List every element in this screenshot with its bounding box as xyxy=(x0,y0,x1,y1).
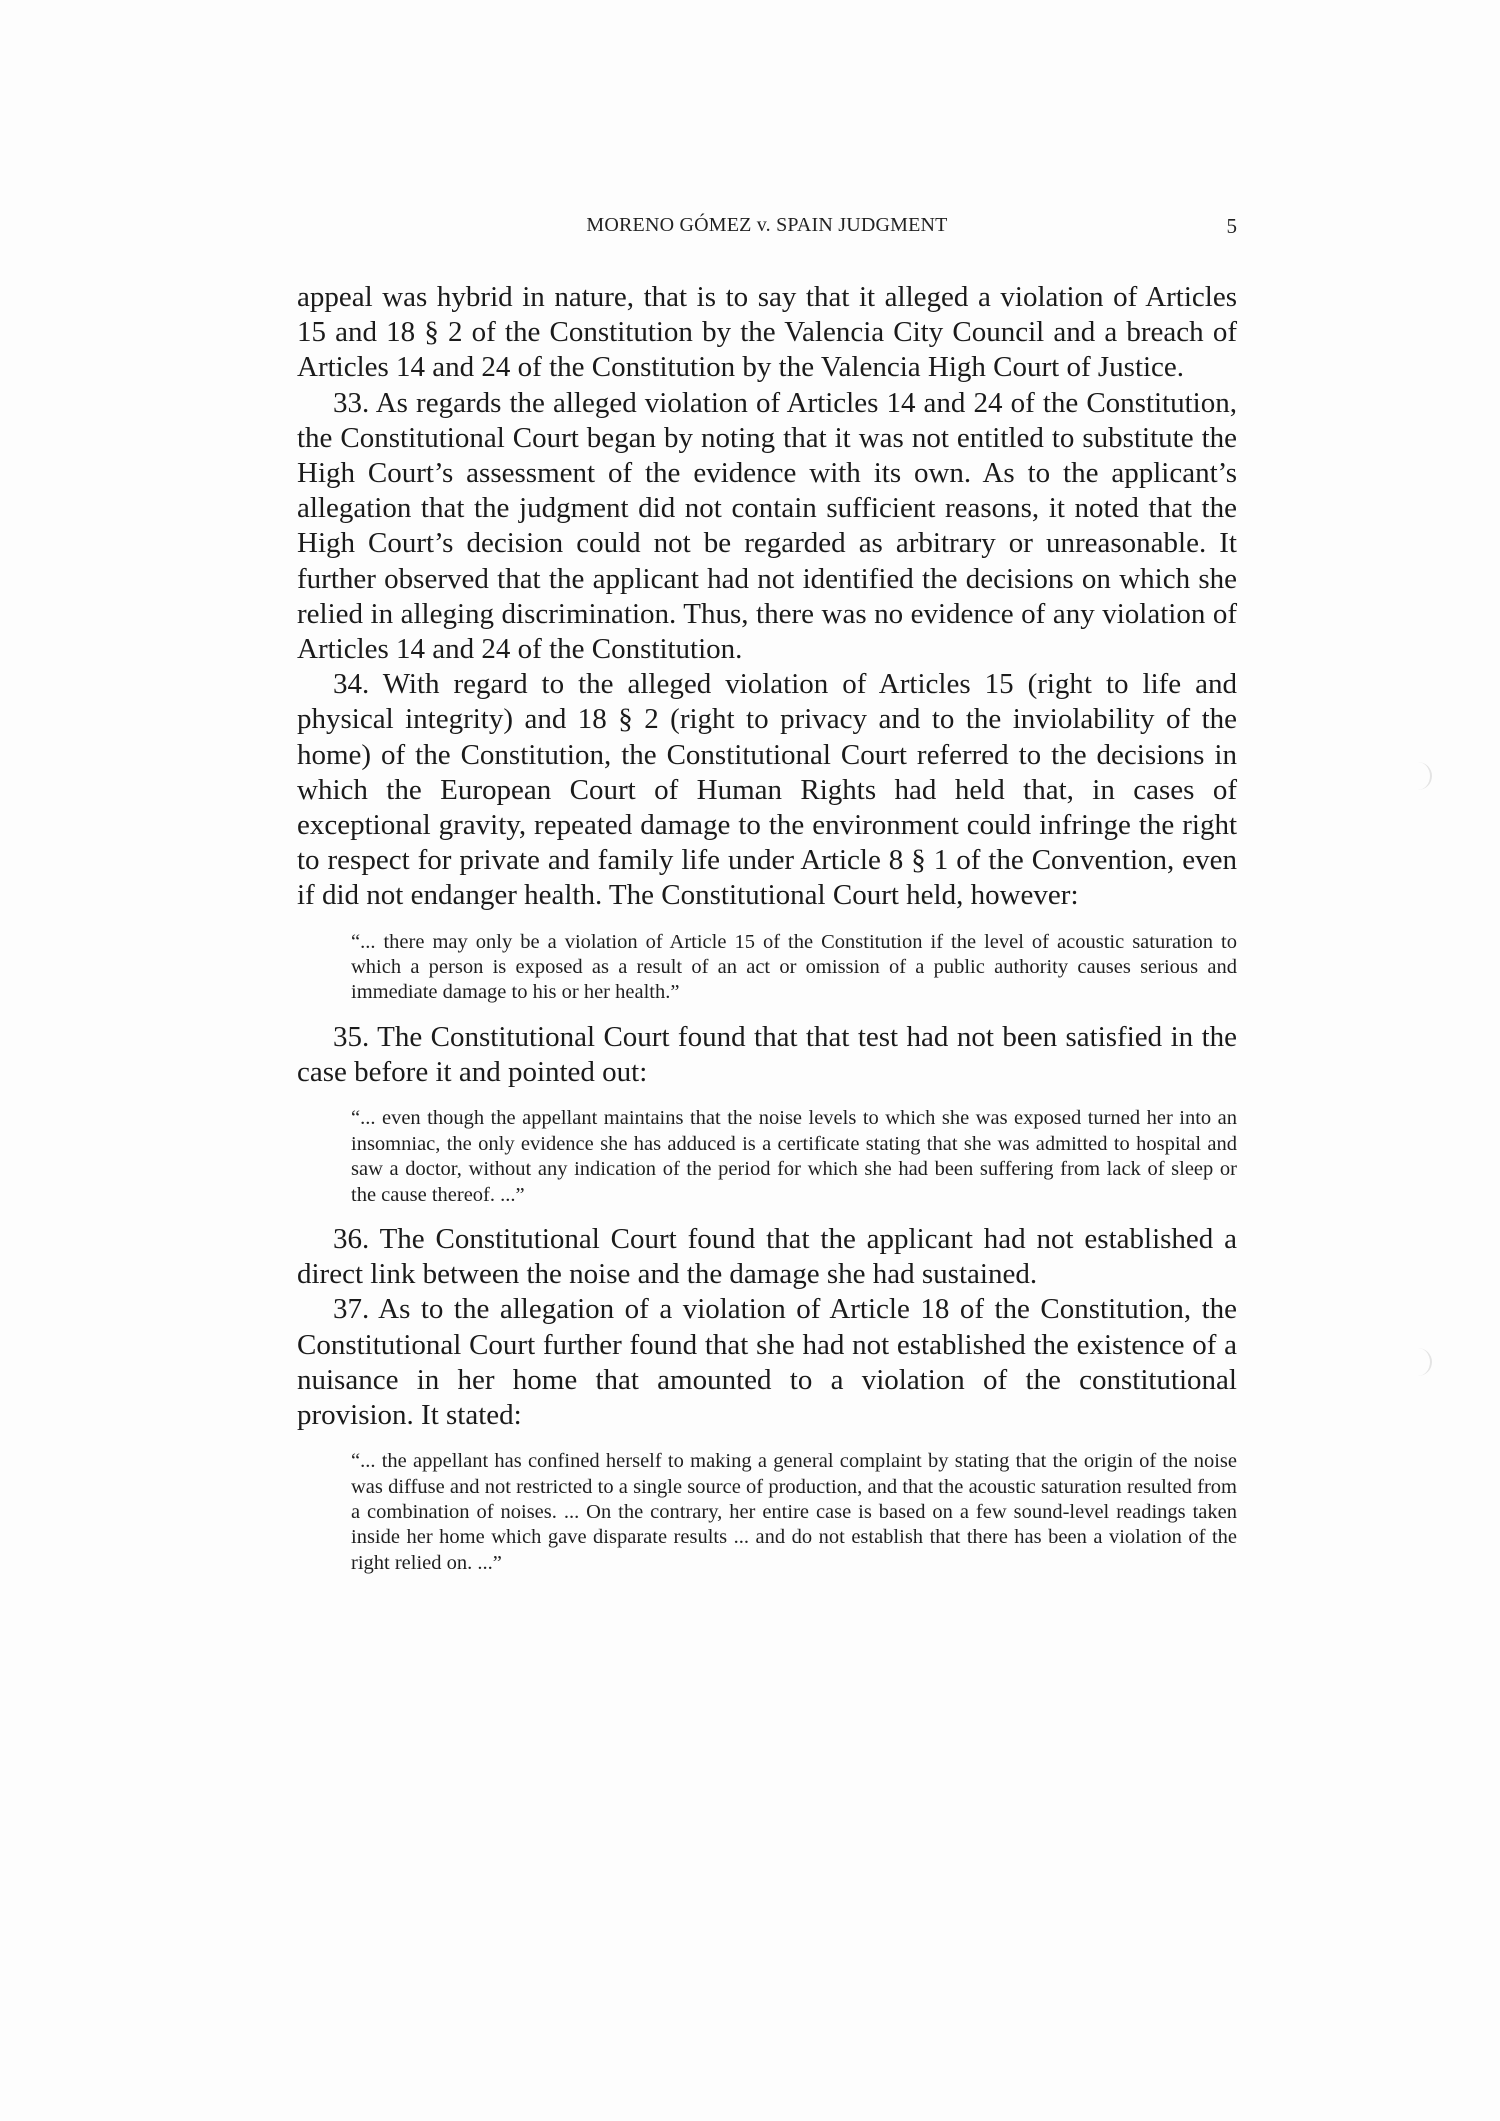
page-number: 5 xyxy=(1226,214,1237,238)
paragraph-36: 36. The Constitutional Court found that the applicant had not established a direct link between the noise and the damage she had sustained. xyxy=(297,1222,1237,1291)
paragraph-32-continued: appeal was hybrid in nature, that is to say that it alleged a violation of Articles 15 and 18 § 2 of the Constitution by the Valencia City Council and a breach of Articles 14 and 24 of the Constitution by the Valencia High Court of Justice. xyxy=(297,281,1237,384)
paragraph-35: 35. The Constitutional Court found that that test had not been satisfied in the case before it and pointed out: xyxy=(297,1020,1237,1089)
paragraph-34: 34. With regard to the alleged violation of Articles 15 (right to life and physical integrity) and 18 § 2 (right to privacy and to the inviolability of the home) of the Constitution, the Constitutional Court referred to the decisions in which the European Court of Human Rights had held that, in cases of exceptional gravity, repeated damage to the environment could infringe the right to respect for private and family life under Article 8 § 1 of the Convention, even if did not endanger health. The Constitutional Court held, however: xyxy=(297,668,1237,912)
running-header xyxy=(297,214,1237,244)
scan-artifact-mark xyxy=(1412,1348,1432,1376)
block-quote-3: “... the appellant has confined herself to making a general complaint by stating that the origin of the noise was diffuse and not restricted to a single source of production, and that the acoustic saturation resulted from a combination of noises. ... On the contrary, her entire case is based on a few sound-level readings taken inside her home which gave disparate results ... and do not establish that there has been a violation of the right relied on. ...” xyxy=(351,1450,1237,1574)
running-title: MORENO GÓMEZ v. SPAIN JUDGMENT xyxy=(586,214,948,236)
scan-artifact-mark xyxy=(1412,762,1432,790)
block-quote-2: “... even though the appellant maintains that the noise levels to which she was exposed turned her into an insomniac, the only evidence she has adduced is a certificate stating that she was admitted to hospital and saw a doctor, without any indication of the period for which she had been suffering from lack of sleep or the cause thereof. ...” xyxy=(351,1107,1237,1206)
paragraph-33: 33. As regards the alleged violation of Articles 14 and 24 of the Constitution, the Constitutional Court began by noting that it was not entitled to substitute the High Court’s assessment of the evidence with its own. As to the applicant’s allegation that the judgment did not contain sufficient reasons, it noted that the High Court’s decision could not be regarded as arbitrary or unreasonable. It further observed that the applicant had not identified the decisions on which she relied in alleging discrimination. Thus, there was no evidence of any violation of Articles 14 and 24 of the Constitution. xyxy=(297,386,1237,666)
paragraph-37: 37. As to the allegation of a violation of Article 18 of the Constitution, the Constitutional Court further found that she had not established the existence of a nuisance in her home that amounted to a violation of the constitutional provision. It stated: xyxy=(297,1293,1237,1431)
judgment-body xyxy=(297,280,1237,1590)
block-quote-1: “... there may only be a violation of Article 15 of the Constitution if the level of acoustic saturation to which a person is exposed as a result of an act or omission of a public authority causes serious and immediate damage to his or her health.” xyxy=(351,930,1237,1004)
